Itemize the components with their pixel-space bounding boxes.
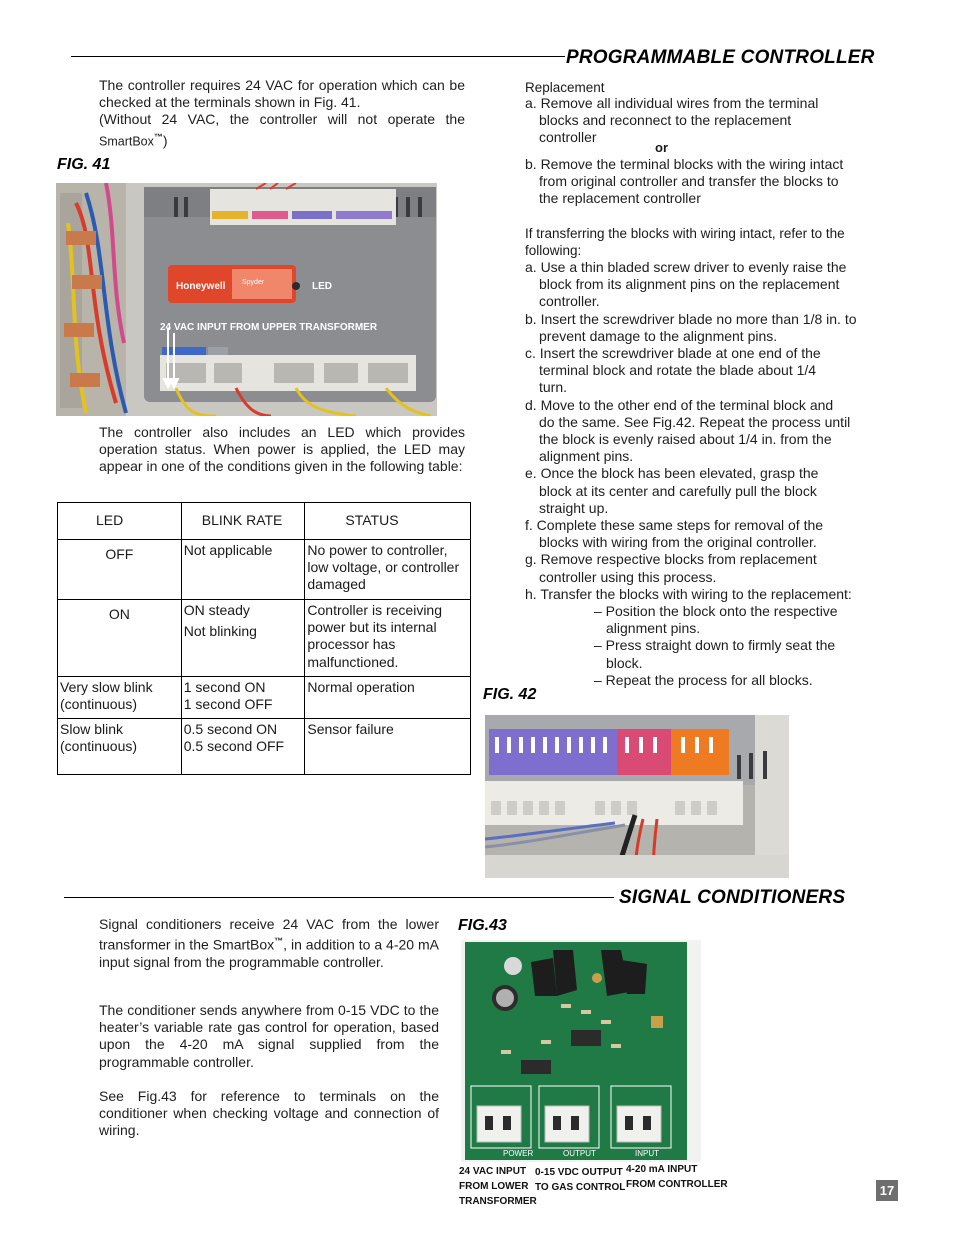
- step-item: [525, 517, 895, 551]
- step-text: blocks with wiring from the original controller.: [539, 534, 817, 551]
- status-cell: Controller is receiving power but its internal processor has malfunctioned.: [305, 600, 471, 677]
- board-output-label: OUTPUT: [563, 1149, 596, 1158]
- caption-line: FROM LOWER: [459, 1181, 529, 1192]
- step-text: b. Insert the screwdriver blade no more than 1/8 in. to: [525, 310, 857, 327]
- step-text: straight up.: [539, 499, 609, 516]
- sub-step-text: – Repeat the process for all blocks.: [594, 671, 813, 688]
- replacement-heading: Replacement: [525, 80, 605, 95]
- table-header-led: LED: [58, 503, 182, 540]
- sub-step-text: – Press straight down to firmly seat the: [594, 637, 836, 654]
- sub-step-text: – Position the block onto the respective: [594, 603, 838, 620]
- option-b-line: the replacement controller: [539, 190, 701, 207]
- led-cell: [58, 600, 182, 677]
- trademark-symbol: ™: [274, 936, 284, 947]
- replacement-option-a: [525, 95, 885, 147]
- table-row: [58, 600, 471, 677]
- step-text: e. Once the block has been elevated, grasp the: [525, 465, 819, 482]
- option-a-line: controller: [539, 129, 597, 146]
- step-text: c. Insert the screwdriver blade at one end of the: [525, 345, 821, 362]
- step-item: [525, 397, 895, 466]
- led-value: OFF: [105, 546, 134, 562]
- blink-cell: [181, 600, 305, 677]
- header-rule: [71, 56, 565, 57]
- caption-0-15vdc-output: [535, 1165, 625, 1195]
- option-b-line: b. Remove the terminal blocks with the wiring intact: [525, 156, 844, 172]
- step-text: block from its alignment pins on the replacement: [539, 276, 840, 293]
- fig41-label: FIG. 41: [57, 156, 111, 173]
- step-text: block at its center and carefully pull the block: [539, 482, 817, 499]
- signal-p1-text-2: , in addition to a 4-20 mA input signal from the programmable controller.: [99, 936, 439, 971]
- led-status-table: [57, 502, 471, 775]
- step-text: g. Remove respective blocks from replacement: [525, 551, 817, 568]
- caption-line: TRANSFORMER: [459, 1196, 537, 1207]
- option-b-line: from original controller and transfer the blocks to: [539, 173, 839, 190]
- blink-cell: [181, 677, 305, 719]
- status-cell: Sensor failure: [305, 719, 471, 775]
- led-cell: Slow blink (continuous): [58, 719, 182, 775]
- blink-value: 1 second ON: [183, 679, 266, 695]
- step-text: d. Move to the other end of the terminal block and: [525, 396, 834, 413]
- signal-paragraph-2: The conditioner sends anywhere from 0-15 VDC to the heater’s variable rate gas control for operation, based upon the 4-20 mA signal supplied from the programmable controller.: [99, 1002, 439, 1070]
- blink-cell: [181, 540, 305, 600]
- spyder-product-text: Spyder: [242, 279, 265, 286]
- led-value: ON: [108, 606, 130, 622]
- caption-line: 4-20 mA INPUT: [626, 1164, 698, 1175]
- led-intro-paragraph: The controller also includes an LED which provides operation status. When power is applied, the LED may appear in one of the conditions given in the following table:: [99, 424, 465, 475]
- step-text: alignment pins.: [539, 448, 634, 465]
- table-header-row: [58, 503, 471, 540]
- status-cell: Normal operation: [305, 677, 471, 719]
- table-row: [58, 719, 471, 775]
- step-text: turn.: [539, 379, 568, 396]
- intro-paragraph: [99, 77, 465, 150]
- table-header-blink-rate: BLINK RATE: [181, 503, 305, 540]
- led-callout: LED: [312, 281, 332, 292]
- caption-24vac-input: [459, 1164, 537, 1209]
- fig42-label: FIG. 42: [483, 686, 537, 703]
- blink-value: Not applicable: [183, 542, 273, 558]
- signal-p1-text: Signal conditioners receive 24 VAC from the lower transformer in the SmartBox: [99, 916, 439, 953]
- sub-step-text: alignment pins.: [606, 620, 701, 637]
- section-title-programmable-controller: PROGRAMMABLE CONTROLLER: [566, 47, 875, 68]
- blink-value: ON steady: [183, 602, 250, 618]
- caption-4-20ma-input: [626, 1162, 728, 1192]
- step-text: prevent damage to the alignment pins.: [539, 327, 778, 344]
- caption-line: 24 VAC INPUT: [459, 1166, 527, 1177]
- step-text: the block is evenly raised about 1/4 in. from the: [539, 431, 832, 448]
- blink-cell: [181, 719, 305, 775]
- led-cell: [58, 540, 182, 600]
- intro-line: The controller requires 24 VAC for operation which can be checked at the terminals shown in Fig. 41.: [99, 77, 465, 111]
- board-power-label: POWER: [503, 1149, 534, 1158]
- or-text: or: [655, 140, 668, 155]
- step-item: [525, 465, 895, 517]
- table-header-status: STATUS: [305, 503, 471, 540]
- step-item: [525, 345, 895, 397]
- step-text: a. Use a thin bladed screw driver to evenly raise the: [525, 259, 847, 275]
- step-item: [525, 259, 895, 311]
- blink-value-2: 0.5 second OFF: [183, 738, 285, 755]
- step-text: do the same. See Fig.42. Repeat the process until: [539, 413, 851, 430]
- transfer-steps: [525, 259, 895, 689]
- step-text: h. Transfer the blocks with wiring to the replacement:: [525, 585, 852, 602]
- fig43-label: FIG.43: [458, 917, 507, 934]
- option-a-line: a. Remove all individual wires from the terminal: [525, 95, 819, 111]
- step-text: f. Complete these same steps for removal of the: [525, 517, 824, 534]
- table-row: [58, 540, 471, 600]
- fig42-terminal-block-photo: [485, 715, 789, 878]
- table-row: [58, 677, 471, 719]
- step-item: [525, 311, 895, 345]
- replacement-option-b: [525, 156, 885, 208]
- intro-note-close: ): [162, 132, 168, 149]
- smartbox-name: SmartBox: [99, 134, 154, 149]
- step-text: controller.: [539, 293, 600, 310]
- 24vac-input-callout: 24 VAC INPUT FROM UPPER TRANSFORMER: [160, 322, 378, 333]
- step-text: controller using this process.: [539, 568, 717, 585]
- caption-line: FROM CONTROLLER: [626, 1179, 728, 1190]
- step-text: terminal block and rotate the blade about 1/4: [539, 362, 817, 379]
- blink-value: 0.5 second ON: [183, 721, 278, 737]
- caption-line: TO GAS CONTROL: [535, 1182, 626, 1193]
- blink-value-2: 1 second OFF: [183, 696, 273, 713]
- page-number: 17: [876, 1180, 898, 1201]
- sub-step-text: block.: [606, 654, 643, 671]
- honeywell-brand-text: Honeywell: [176, 281, 226, 292]
- board-input-label: INPUT: [635, 1149, 659, 1158]
- signal-paragraph-1: [99, 916, 439, 971]
- option-a-line: blocks and reconnect to the replacement: [539, 112, 792, 129]
- fig43-signal-conditioner-board: [461, 940, 701, 1162]
- signal-paragraph-3: See Fig.43 for reference to terminals on the conditioner when checking voltage and connection of wiring.: [99, 1088, 439, 1139]
- intro-note: (Without 24 VAC, the controller will not operate the: [99, 111, 465, 128]
- led-cell: Very slow blink (continuous): [58, 677, 182, 719]
- fig41-controller-photo: [56, 183, 437, 416]
- step-item: [525, 586, 895, 603]
- step-item: [525, 551, 895, 585]
- transfer-heading: If transferring the blocks with wiring intact, refer to the following:: [525, 226, 845, 258]
- section-title-signal-conditioners: SIGNAL CONDITIONERS: [619, 887, 846, 908]
- signal-section-rule: [64, 897, 614, 898]
- caption-line: 0-15 VDC OUTPUT: [535, 1167, 623, 1178]
- trademark-symbol: ™: [153, 131, 163, 142]
- status-cell: No power to controller, low voltage, or controller damaged: [305, 540, 471, 600]
- blink-value-2: Not blinking: [183, 623, 257, 640]
- sub-steps: [525, 603, 895, 689]
